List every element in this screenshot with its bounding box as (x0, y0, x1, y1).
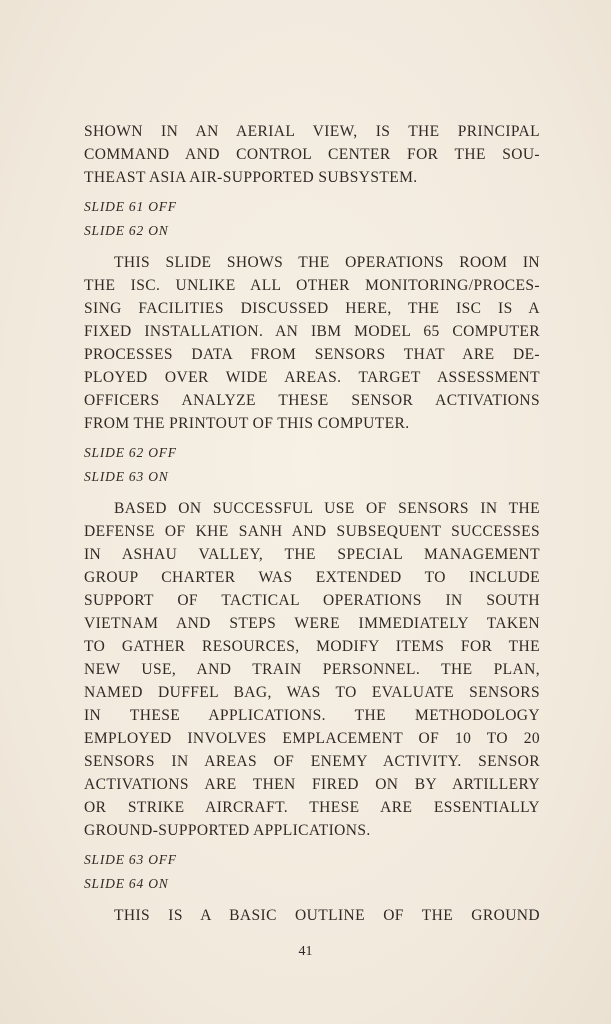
text-line: THIS IS A BASIC OUTLINE OF THE GROUND (114, 907, 540, 924)
text-line: GROUND-SUPPORTED APPLICATIONS. (84, 822, 371, 839)
text-line: PLOYED OVER WIDE AREAS. TARGET ASSESSMENT (84, 369, 540, 386)
duffel-bag-paragraph (84, 497, 540, 842)
text-line: TO GATHER RESOURCES, MODIFY ITEMS FOR THE (84, 638, 540, 655)
text-line: ACTIVATIONS ARE THEN FIRED ON BY ARTILLERY (84, 776, 540, 793)
text-line: SENSORS IN AREAS OF ENEMY ACTIVITY. SENSOR (84, 753, 540, 770)
page-number: 41 (298, 944, 313, 959)
slide-cue-62-off: SLIDE 62 OFF (84, 445, 177, 460)
intro-paragraph (84, 120, 540, 189)
text-line: GROUP CHARTER WAS EXTENDED TO INCLUDE (84, 569, 540, 586)
text-line: THIS SLIDE SHOWS THE OPERATIONS ROOM IN (114, 254, 540, 271)
text-line: NAMED DUFFEL BAG, WAS TO EVALUATE SENSORS (84, 684, 540, 701)
text-line: PROCESSES DATA FROM SENSORS THAT ARE DE- (84, 346, 540, 363)
text-line: THE ISC. UNLIKE ALL OTHER MONITORING/PROCES- (84, 277, 540, 294)
text-line: OR STRIKE AIRCRAFT. THESE ARE ESSENTIALLY (84, 799, 540, 816)
slide-cue-63-on: SLIDE 63 ON (84, 469, 169, 484)
ground-outline-paragraph (84, 904, 540, 927)
text-line: THEAST ASIA AIR-SUPPORTED SUBSYSTEM. (84, 169, 418, 186)
text-line: IN ASHAU VALLEY, THE SPECIAL MANAGEMENT (84, 546, 540, 563)
text-line: BASED ON SUCCESSFUL USE OF SENSORS IN THE (114, 500, 540, 517)
text-line: NEW USE, AND TRAIN PERSONNEL. THE PLAN, (84, 661, 540, 678)
text-line: DEFENSE OF KHE SANH AND SUBSEQUENT SUCCESSES (84, 523, 540, 540)
slide-cue-61-off: SLIDE 61 OFF (84, 199, 177, 214)
text-line: EMPLOYED INVOLVES EMPLACEMENT OF 10 TO 20 (84, 730, 540, 747)
text-line: VIETNAM AND STEPS WERE IMMEDIATELY TAKEN (84, 615, 540, 632)
text-line: SHOWN IN AN AERIAL VIEW, IS THE PRINCIPAL (84, 123, 540, 140)
slide-cue-62-on: SLIDE 62 ON (84, 223, 169, 238)
text-line: SING FACILITIES DISCUSSED HERE, THE ISC IS A (84, 300, 540, 317)
text-column (84, 120, 540, 927)
text-line: IN THESE APPLICATIONS. THE METHODOLOGY (84, 707, 540, 724)
slide-cue-64-on: SLIDE 64 ON (84, 876, 169, 891)
text-line: COMMAND AND CONTROL CENTER FOR THE SOU- (84, 146, 540, 163)
text-line: OFFICERS ANALYZE THESE SENSOR ACTIVATIONS (84, 392, 540, 409)
text-line: FROM THE PRINTOUT OF THIS COMPUTER. (84, 415, 410, 432)
text-line: SUPPORT OF TACTICAL OPERATIONS IN SOUTH (84, 592, 540, 609)
operations-room-paragraph (84, 251, 540, 435)
text-line: FIXED INSTALLATION. AN IBM MODEL 65 COMPUTER (84, 323, 540, 340)
slide-cue-63-off: SLIDE 63 OFF (84, 852, 177, 867)
